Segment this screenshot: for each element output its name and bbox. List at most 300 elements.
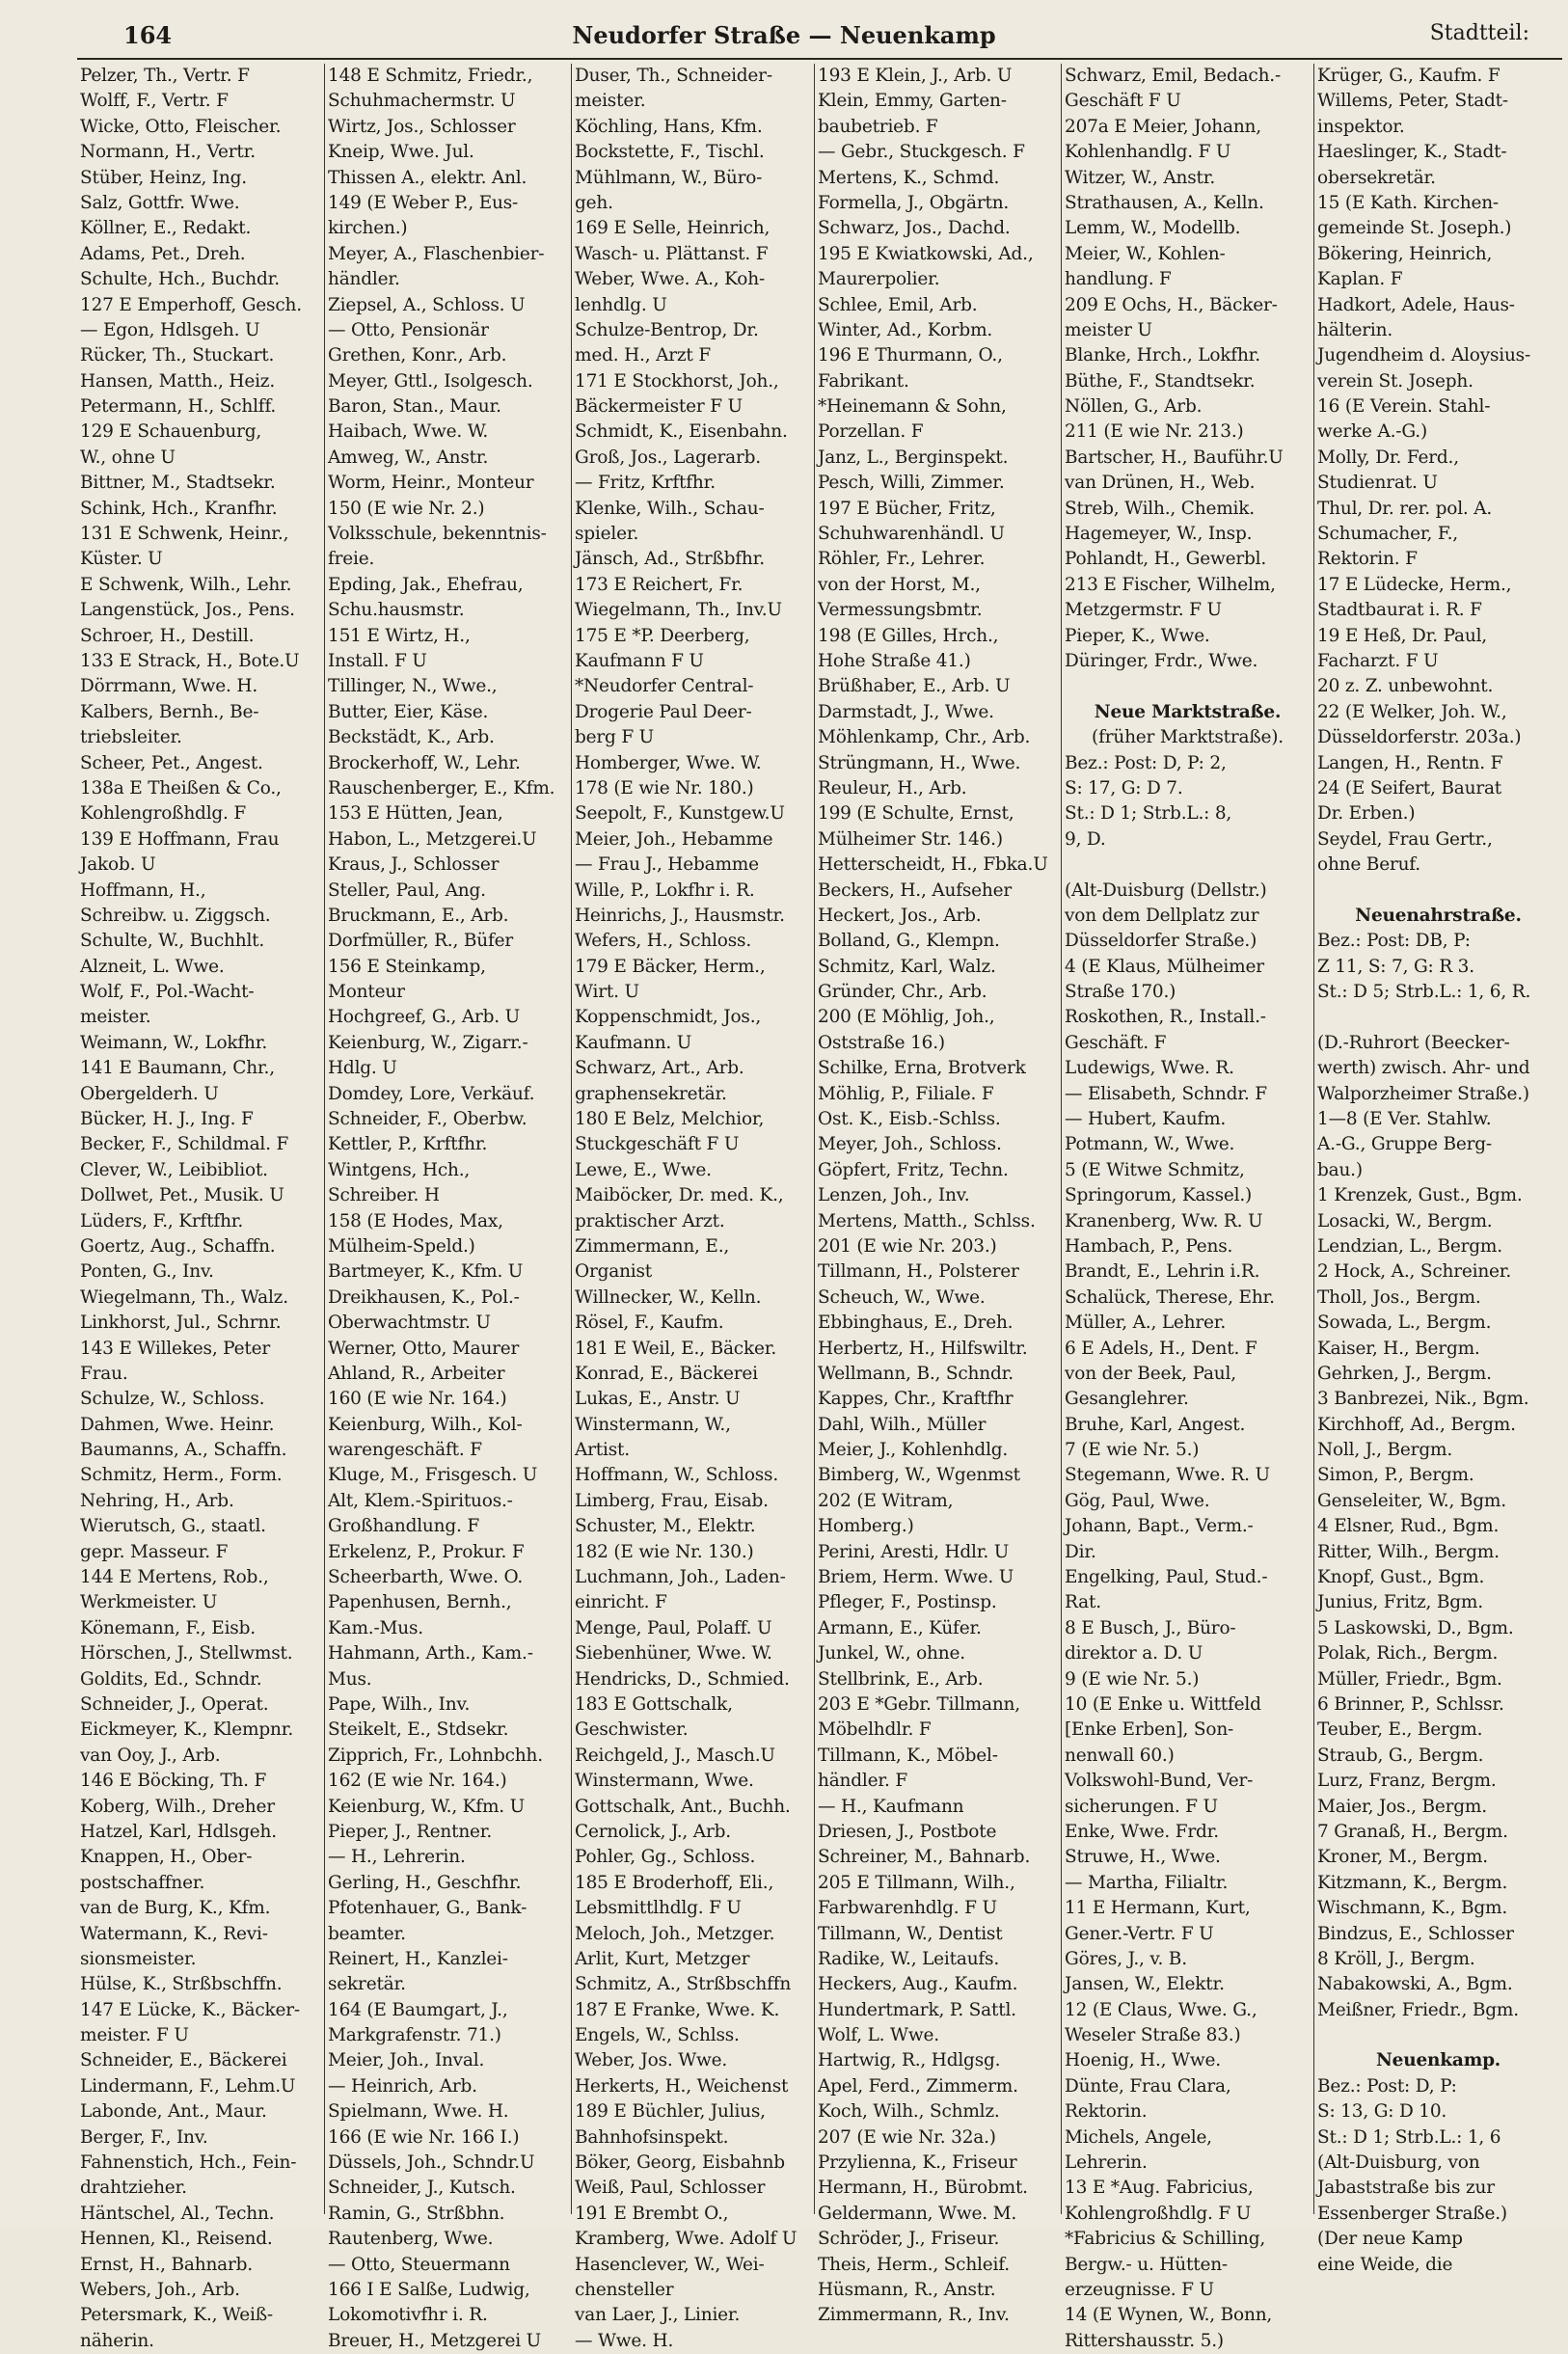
directory-entry-line: W., ohne U [80, 446, 176, 468]
directory-entry-line: Drogerie Paul Deer- [575, 701, 752, 722]
directory-entry-line: Schlee, Emil, Arb. [818, 294, 978, 315]
directory-entry-line: Düsseldorfer Straße.) [1065, 931, 1257, 952]
directory-entry-line: Rittershausstr. 5.) [1065, 2330, 1224, 2351]
directory-entry-line: S: 13, G: D 10. [1317, 2101, 1447, 2123]
directory-entry-line: Häntschel, Al., Techn. [80, 2203, 275, 2224]
directory-entry-line: Schulte, W., Buchhlt. [80, 931, 265, 952]
directory-entry-line: Kaplan. F [1317, 269, 1403, 290]
column-2 [324, 64, 571, 2351]
directory-entry-line: 175 E *P. Deerberg, [575, 625, 750, 646]
directory-entry-line: 12 (E Claus, Wwe. G., [1065, 1999, 1257, 2020]
directory-entry-line: Cernolick, J., Arb. [575, 1821, 731, 1842]
directory-entry-line: Baumanns, A., Schaffn. [80, 1440, 287, 1461]
street-heading: Neuenahrstraße. [1355, 905, 1522, 926]
directory-entry-line: Wicke, Otto, Fleischer. [80, 116, 282, 137]
directory-entry-line: triebsleiter. [80, 727, 182, 748]
directory-entry-line: Meyer, Joh., Schloss. [818, 1134, 1002, 1155]
directory-entry-line: Hoffmann, W., Schloss. [575, 1465, 779, 1486]
directory-entry-line: Wolff, F., Vertr. F [80, 91, 229, 112]
directory-entry-line: Dr. Erben.) [1317, 803, 1416, 825]
directory-entry-line: 3 Banbrezei, Nik., Bgm. [1317, 1389, 1529, 1410]
directory-entry-line: Stuckgeschäft F U [575, 1134, 740, 1155]
header-rule [77, 58, 1562, 60]
directory-entry-line: Kaufmann F U [575, 650, 704, 671]
directory-entry-line: Bücker, H. J., Ing. F [80, 1109, 254, 1130]
directory-entry-line: Kohlenhandlg. F U [1065, 142, 1231, 163]
directory-entry-line: Pieper, K., Wwe. [1065, 625, 1210, 646]
directory-entry-line: 139 E Hoffmann, Frau [80, 828, 280, 850]
directory-entry-line: — Elisabeth, Schndr. F [1065, 1083, 1267, 1104]
directory-entry-line: Wellmann, B., Schndr. [818, 1363, 1014, 1384]
directory-entry-line: Meier, J., Kohlenhdlg. [818, 1440, 1009, 1461]
directory-entry-line: Genseleiter, W., Bgm. [1317, 1490, 1506, 1511]
directory-entry-line: Zimmermann, R., Inv. [818, 2305, 1010, 2326]
directory-entry-line: Eickmeyer, K., Klempnr. [80, 1719, 293, 1741]
directory-entry-line: Molly, Dr. Ferd., [1317, 446, 1459, 468]
directory-entry-line: Wolf, F., Pol.-Wacht- [80, 982, 255, 1003]
directory-entry-line: 7 (E wie Nr. 5.) [1065, 1440, 1200, 1461]
directory-entry-line: 133 E Strack, H., Bote.U [80, 650, 300, 671]
directory-entry-line: 196 E Thurmann, O., [818, 345, 1003, 366]
directory-entry-line: Luchmann, Joh., Laden- [575, 1567, 786, 1588]
directory-entry-line: Ramin, G., Strßbhn. [328, 2203, 505, 2224]
columns-container [77, 64, 1562, 2351]
directory-entry-line: Ponten, G., Inv. [80, 1261, 214, 1283]
directory-entry-line: Schwarz, Emil, Bedach.- [1065, 66, 1282, 86]
directory-entry-line: Jabaststraße bis zur [1317, 2178, 1495, 2199]
directory-entry-line: Springorum, Kassel.) [1065, 1185, 1253, 1206]
directory-entry-line: Stegemann, Wwe. R. U [1065, 1465, 1270, 1486]
directory-entry-line: 203 E *Gebr. Tillmann, [818, 1694, 1020, 1715]
directory-entry-line: Teuber, E., Bergm. [1317, 1719, 1483, 1741]
directory-entry-line: Formella, J., Obgärtn. [818, 192, 1010, 213]
directory-entry-line: Heinrichs, J., Hausmstr. [575, 905, 785, 926]
directory-entry-line: Darmstadt, J., Wwe. [818, 701, 994, 722]
directory-entry-line: 6 E Adels, H., Dent. F [1065, 1338, 1257, 1359]
directory-entry-line: Haibach, Wwe. W. [328, 421, 489, 443]
directory-entry-line: freie. [328, 549, 375, 570]
directory-entry-line: Großhandlung. F [328, 1516, 480, 1537]
directory-entry-line: Butter, Eier, Käse. [328, 701, 489, 722]
directory-entry-line: Kirchhoff, Ad., Bergm. [1317, 1414, 1516, 1435]
directory-entry-line: Lebsmittlhdlg. F U [575, 1898, 742, 1919]
directory-entry-line: Werkmeister. U [80, 1592, 218, 1613]
directory-entry-line: Scheuch, W., Wwe. [818, 1286, 986, 1308]
directory-entry-line: gemeinde St. Joseph.) [1317, 218, 1512, 239]
directory-entry-line: Artist. [575, 1440, 630, 1461]
directory-entry-line: Simon, P., Bergm. [1317, 1465, 1474, 1486]
directory-entry-line: Epding, Jak., Ehefrau, [328, 574, 524, 595]
directory-entry-line: Brandt, E., Lehrin i.R. [1065, 1261, 1260, 1283]
directory-entry-line: Hatzel, Karl, Hdlsgeh. [80, 1821, 277, 1842]
directory-entry-line: chensteller [575, 2279, 674, 2300]
directory-entry-line: Hennen, Kl., Reisend. [80, 2229, 273, 2250]
directory-entry-line: Schroer, H., Destill. [80, 625, 255, 646]
directory-entry-line: Organist [575, 1261, 653, 1283]
directory-entry-line: Küster. U [80, 549, 163, 570]
directory-entry-line: 207 (E wie Nr. 32a.) [818, 2126, 996, 2148]
directory-entry-line: Monteur [328, 982, 405, 1003]
directory-entry-line: Düringer, Frdr., Wwe. [1065, 650, 1258, 671]
directory-entry-line: Schröder, J., Friseur. [818, 2229, 1000, 2250]
directory-entry-line: Kneip, Wwe. Jul. [328, 142, 474, 163]
directory-entry-line: Ahland, R., Arbeiter [328, 1363, 505, 1384]
directory-entry-line: ohne Beruf. [1317, 854, 1420, 876]
directory-entry-line: Domdey, Lore, Verkäuf. [328, 1083, 535, 1104]
directory-entry-line: 187 E Franke, Wwe. K. [575, 1999, 780, 2020]
directory-entry-line: Köchling, Hans, Kfm. [575, 116, 763, 137]
directory-entry-line: Engelking, Paul, Stud.- [1065, 1567, 1268, 1588]
directory-entry-line: Volksschule, bekenntnis- [328, 524, 547, 545]
directory-entry-line: Schulte, Hch., Buchdr. [80, 269, 280, 290]
directory-entry-line: *Neudorfer Central- [575, 676, 754, 697]
directory-entry-line: 149 (E Weber P., Eus- [328, 192, 519, 213]
directory-entry-line: Watermann, K., Revi- [80, 1923, 268, 1944]
directory-entry-line: [Enke Erben], Son- [1065, 1719, 1234, 1741]
directory-entry-line: 173 E Reichert, Fr. [575, 574, 743, 595]
directory-entry-line: Pohlandt, H., Gewerbl. [1065, 549, 1267, 570]
directory-entry-line: Schreiner, M., Bahnarb. [818, 1847, 1031, 1868]
directory-entry-line: Beckstädt, K., Arb. [328, 727, 495, 748]
directory-entry-line: Rektorin. F [1317, 549, 1418, 570]
directory-entry-line: Bahnhofsinspekt. [575, 2126, 729, 2148]
directory-entry-line: Schuhmachermstr. U [328, 91, 516, 112]
directory-entry-line: Lendzian, L., Bergm. [1317, 1235, 1502, 1257]
directory-entry-line: Schwarz, Jos., Dachd. [818, 218, 1011, 239]
directory-entry-line: Hasenclever, W., Wei- [575, 2254, 765, 2275]
directory-entry-line: Wiegelmann, Th., Walz. [80, 1286, 288, 1308]
directory-entry-line: E Schwenk, Wilh., Lehr. [80, 574, 292, 595]
directory-entry-line: Meyer, Gttl., Isolgesch. [328, 370, 533, 392]
directory-entry-line: Straub, G., Bergm. [1317, 1745, 1484, 1766]
directory-entry-line: sekretär. [328, 1974, 406, 1995]
directory-entry-line: Meier, Joh., Hebamme [575, 828, 773, 850]
directory-entry-line: Weber, Wwe. A., Koh- [575, 269, 766, 290]
directory-entry-line: Bergw.- u. Hütten- [1065, 2254, 1228, 2275]
directory-entry-line: Gener.-Vertr. F U [1065, 1923, 1214, 1944]
directory-entry-line: 146 E Böcking, Th. F [80, 1771, 267, 1792]
directory-entry-line: Böker, Georg, Eisbahnb [575, 2152, 785, 2174]
directory-entry-line: Pesch, Willi, Zimmer. [818, 473, 1005, 494]
directory-entry-line: Kitzmann, K., Bergm. [1317, 1872, 1508, 1893]
directory-entry-line [1317, 1005, 1559, 1030]
directory-entry-line: Perini, Aresti, Hdlr. U [818, 1541, 1010, 1562]
directory-entry-line: Schink, Hch., Kranfhr. [80, 498, 278, 519]
directory-entry-line: — Wwe. H. [575, 2330, 674, 2351]
directory-entry-line: Krüger, G., Kaufm. F [1317, 66, 1500, 86]
directory-entry-line: Theis, Herm., Schleif. [818, 2254, 1010, 2275]
directory-entry-line: Dünte, Frau Clara, [1065, 2075, 1231, 2097]
directory-entry-line: Klein, Emmy, Garten- [818, 91, 1007, 112]
directory-entry-line: Ludewigs, Wwe. R. [1065, 1058, 1234, 1079]
directory-entry-line: Lüders, F., Krftfhr. [80, 1210, 244, 1231]
directory-entry-line: 195 E Kwiatkowski, Ad., [818, 243, 1034, 264]
directory-entry-line: Junkel, W., ohne. [818, 1643, 965, 1664]
directory-entry-line: 179 E Bäcker, Herm., [575, 956, 766, 977]
directory-entry-line: Ost. K., Eisb.-Schlss. [818, 1109, 1001, 1130]
directory-entry-line: meister. [80, 1007, 151, 1028]
column-3 [571, 64, 814, 2351]
directory-entry-line: 181 E Weil, E., Bäcker. [575, 1338, 777, 1359]
directory-entry-line: Mus. [328, 1668, 372, 1690]
directory-entry-line: 129 E Schauenburg, [80, 421, 262, 443]
directory-entry-line: — Martha, Filialtr. [1065, 1872, 1229, 1893]
directory-entry-line: Beckers, H., Aufseher [818, 879, 1013, 901]
directory-entry-line: Lukas, E., Anstr. U [575, 1389, 741, 1410]
directory-entry-line: Maier, Jos., Bergm. [1317, 1796, 1487, 1817]
directory-entry-line: 9 (E wie Nr. 5.) [1065, 1668, 1200, 1690]
directory-entry-line: Koppenschmidt, Jos., [575, 1007, 762, 1028]
directory-entry-line: Heckers, Aug., Kaufm. [818, 1974, 1018, 1995]
directory-entry-line: 147 E Lücke, K., Bäcker- [80, 1999, 300, 2020]
directory-entry-line: 166 I E Salße, Ludwig, [328, 2279, 530, 2300]
directory-entry-line: Nöllen, G., Arb. [1065, 396, 1203, 418]
directory-entry-line: 201 (E wie Nr. 203.) [818, 1235, 997, 1257]
directory-entry-line: Weseler Straße 83.) [1065, 2025, 1241, 2046]
directory-entry-line: Polak, Rich., Bergm. [1317, 1643, 1499, 1664]
directory-entry-line: eine Weide, die [1317, 2254, 1453, 2275]
directory-entry-line: Scheer, Pet., Angest. [80, 752, 263, 773]
directory-entry-line: Przylienna, K., Friseur [818, 2152, 1017, 2174]
directory-entry-line: Weiß, Paul, Schlosser [575, 2178, 766, 2199]
directory-entry-line: geh. [575, 192, 613, 213]
directory-entry-line: Reichgeld, J., Masch.U [575, 1745, 775, 1766]
directory-entry-line: — Frau J., Hebamme [575, 854, 759, 876]
directory-entry-line: Keienburg, W., Zigarr.- [328, 1032, 528, 1053]
directory-entry-line: Witzer, W., Anstr. [1065, 167, 1216, 188]
directory-entry-line: Oberwachtmstr. U [328, 1312, 491, 1334]
directory-entry-line: postschaffner. [80, 1872, 205, 1893]
directory-entry-line: Möhlenkamp, Chr., Arb. [818, 727, 1031, 748]
directory-entry-line: Maiböcker, Dr. med. K., [575, 1185, 784, 1206]
directory-entry-line: 6 Brinner, P., Schlssr. [1317, 1694, 1504, 1715]
directory-entry-line: berg F U [575, 727, 655, 748]
directory-entry-line: 209 E Ochs, H., Bäcker- [1065, 294, 1278, 315]
directory-entry-line: Möbelhdlr. F [818, 1719, 932, 1741]
directory-entry-line: Becker, F., Schildmal. F [80, 1134, 289, 1155]
directory-entry-line: Bimberg, W., Wgenmst [818, 1465, 1020, 1486]
street-heading: Neue Marktstraße. [1094, 701, 1282, 722]
directory-entry-line: Hoenig, H., Wwe. [1065, 2050, 1221, 2071]
directory-entry-line: 193 E Klein, J., Arb. U [818, 66, 1013, 86]
directory-entry-line: Mülheim-Speld.) [328, 1235, 475, 1257]
directory-entry-line: 148 E Schmitz, Friedr., [328, 66, 533, 86]
directory-entry-line: Hendricks, D., Schmied. [575, 1668, 790, 1690]
directory-entry-line: 182 (E wie Nr. 130.) [575, 1541, 754, 1562]
directory-entry-line: Losacki, W., Bergm. [1317, 1210, 1493, 1231]
directory-entry-line: Struwe, H., Wwe. [1065, 1847, 1221, 1868]
directory-entry-line: Rat. [1065, 1592, 1101, 1613]
directory-entry-line: handlung. F [1065, 269, 1172, 290]
directory-entry-line: Apel, Ferd., Zimmerm. [818, 2075, 1018, 2097]
directory-entry-line: Pape, Wilh., Inv. [328, 1694, 471, 1715]
directory-entry-line: (Der neue Kamp [1317, 2229, 1463, 2250]
directory-entry-line: obersekretär. [1317, 167, 1436, 188]
directory-entry-line: Arlit, Kurt, Metzger [575, 1948, 750, 1969]
directory-entry-line: Herbertz, H., Hilfswiltr. [818, 1338, 1028, 1359]
directory-entry-line: 19 E Heß, Dr. Paul, [1317, 625, 1487, 646]
directory-entry-line: Gehrken, J., Bergm. [1317, 1363, 1492, 1384]
directory-entry-line: Langen, H., Rentn. F [1317, 752, 1503, 773]
directory-entry-line: bau.) [1317, 1159, 1363, 1180]
directory-entry-line: Bockstette, F., Tischl. [575, 142, 765, 163]
directory-entry-line: Metzgermstr. F U [1065, 600, 1222, 621]
directory-entry-line: Hörschen, J., Stellwmst. [80, 1643, 293, 1664]
directory-entry-line: 5 Laskowski, D., Bgm. [1317, 1617, 1514, 1638]
directory-entry-line: Frau. [80, 1363, 128, 1384]
directory-entry-line: 4 Elsner, Rud., Bgm. [1317, 1516, 1500, 1537]
directory-entry-line: Weimann, W., Lokfhr. [80, 1032, 268, 1053]
directory-entry-line: Spielmann, Wwe. H. [328, 2101, 509, 2123]
directory-entry-line: 199 (E Schulte, Ernst, [818, 803, 1014, 825]
directory-entry-line: Goldits, Ed., Schndr. [80, 1668, 262, 1690]
directory-entry-line: Briem, Herm. Wwe. U [818, 1567, 1014, 1588]
directory-entry-line: Düsseldorferstr. 203a.) [1317, 727, 1522, 748]
directory-entry-line: Hoffmann, H., [80, 879, 206, 901]
directory-entry-line: Lokomotivfhr i. R. [328, 2305, 488, 2326]
directory-entry-line: Alzneit, L. Wwe. [80, 956, 225, 977]
directory-entry-line: erzeugnisse. F U [1065, 2279, 1214, 2300]
directory-entry-line: graphensekretär. [575, 1083, 727, 1104]
directory-entry-line: 7 Granaß, H., Bergm. [1317, 1821, 1508, 1842]
directory-entry-line: 185 E Broderhoff, Eli., [575, 1872, 774, 1893]
directory-entry-line: Gründer, Chr., Arb. [818, 982, 987, 1003]
directory-entry-line: Schwarz, Art., Arb. [575, 1058, 744, 1079]
directory-entry-line: 15 (E Kath. Kirchen- [1317, 192, 1499, 213]
directory-entry-line: Porzellan. F [818, 421, 924, 443]
directory-entry-line: Keienburg, W., Kfm. U [328, 1796, 526, 1817]
directory-entry-line: Schuster, M., Elektr. [575, 1516, 756, 1537]
directory-entry-line: Hagemeyer, W., Insp. [1065, 524, 1253, 545]
directory-entry-line: Wischmann, K., Bgm. [1317, 1898, 1508, 1919]
directory-entry-line [1317, 2023, 1559, 2048]
directory-entry-line: van Drünen, H., Web. [1065, 473, 1256, 494]
directory-entry-line: Petermann, H., Schlff. [80, 396, 277, 418]
directory-entry-line: Hetterscheidt, H., Fbka.U [818, 854, 1048, 876]
directory-entry-line: Junius, Fritz, Bgm. [1317, 1592, 1483, 1613]
directory-entry-line: Pohler, Gg., Schloss. [575, 1847, 756, 1868]
directory-entry-line: — Otto, Steuermann [328, 2254, 510, 2275]
directory-entry-line: Zipprich, Fr., Lohnbchh. [328, 1745, 543, 1766]
directory-entry-line: Johann, Bapt., Verm.- [1065, 1516, 1254, 1537]
directory-entry-line: Herkerts, H., Weichenst [575, 2075, 789, 2097]
directory-entry-line: Geschäft F U [1065, 91, 1181, 112]
directory-entry-line: Dahl, Wilh., Müller [818, 1414, 987, 1435]
directory-entry-line: Radike, W., Leitaufs. [818, 1948, 1000, 1969]
column-6 [1313, 64, 1562, 2275]
directory-entry-line: Thul, Dr. rer. pol. A. [1317, 498, 1493, 519]
directory-entry-line: Mertens, K., Schmd. [818, 167, 1000, 188]
directory-entry-line: St.: D 1; Strb.L.: 1, 6 [1317, 2126, 1501, 2148]
directory-entry-line: Meloch, Joh., Metzger. [575, 1923, 775, 1944]
directory-entry-line [1065, 674, 1311, 699]
directory-entry-line: Kettler, P., Krftfhr. [328, 1134, 488, 1155]
directory-entry-line: Stadtbaurat i. R. F [1317, 600, 1482, 621]
directory-entry-line: Pieper, J., Rentner. [328, 1821, 493, 1842]
directory-entry-line: *Heinemann & Sohn, [818, 396, 1007, 418]
directory-entry-line: Gesanglehrer. [1065, 1389, 1189, 1410]
directory-entry-line: (Alt-Duisburg (Dellstr.) [1065, 879, 1267, 901]
directory-entry-line: Homberg.) [818, 1516, 914, 1537]
directory-entry-line: Steller, Paul, Ang. [328, 879, 486, 901]
directory-entry-line: Facharzt. F U [1317, 650, 1439, 671]
directory-entry-line: Tillinger, N., Wwe., [328, 676, 498, 697]
directory-entry-line: Homberger, Wwe. W. [575, 752, 762, 773]
directory-entry-line: Bartscher, H., Bauführ.U [1065, 446, 1284, 468]
directory-entry-line: Rösel, F., Kaufm. [575, 1312, 724, 1334]
directory-entry-line: Schneider, F., Oberbw. [328, 1109, 527, 1130]
directory-entry-line: gepr. Masseur. F [80, 1541, 229, 1562]
directory-entry-line: Dahmen, Wwe. Heinr. [80, 1414, 275, 1435]
directory-entry-line: Meyer, A., Flaschenbier- [328, 243, 545, 264]
directory-entry-line: Petersmark, K., Weiß- [80, 2305, 273, 2326]
directory-entry-line: Nehring, H., Arb. [80, 1490, 234, 1511]
directory-entry-line: Hohe Straße 41.) [818, 650, 971, 671]
directory-entry-line: (D.-Ruhrort (Beecker- [1317, 1032, 1510, 1053]
directory-entry-line: Normann, H., Vertr. [80, 142, 256, 163]
directory-entry-line: Göres, J., v. B. [1065, 1948, 1187, 1969]
directory-entry-line: Vermessungsbmtr. [818, 600, 983, 621]
directory-entry-line: Seydel, Frau Gertr., [1317, 828, 1493, 850]
directory-entry-line: Köllner, E., Redakt. [80, 218, 252, 239]
directory-entry-line: Winter, Ad., Korbm. [818, 319, 993, 340]
street-heading: Neuenkamp. [1375, 2050, 1501, 2071]
directory-entry-line: van Laer, J., Linier. [575, 2305, 741, 2326]
directory-entry-line: Büthe, F., Standtsekr. [1065, 370, 1256, 392]
directory-entry-line: Gerling, H., Geschfhr. [328, 1872, 522, 1893]
directory-entry-line: Dollwet, Pet., Musik. U [80, 1185, 284, 1206]
directory-entry-line: 183 E Gottschalk, [575, 1694, 733, 1715]
directory-entry-line: Streb, Wilh., Chemik. [1065, 498, 1255, 519]
directory-entry-line: Roskothen, R., Install.- [1065, 1007, 1266, 1028]
directory-entry-line: Walporzheimer Straße.) [1317, 1083, 1529, 1104]
directory-entry-line: Amweg, W., Anstr. [328, 446, 489, 468]
directory-entry-line: 171 E Stockhorst, Joh., [575, 370, 779, 392]
directory-entry-line: Strüngmann, H., Wwe. [818, 752, 1021, 773]
directory-entry-line: Knopf, Gust., Bgm. [1317, 1567, 1485, 1588]
directory-entry-line: Geldermann, Wwe. M. [818, 2203, 1017, 2224]
directory-entry-line: 8 Kröll, J., Bergm. [1317, 1948, 1475, 1969]
directory-entry-line: 131 E Schwenk, Heinr., [80, 524, 289, 545]
directory-entry-line: Pelzer, Th., Vertr. F [80, 66, 250, 86]
column-4 [814, 64, 1061, 2326]
directory-entry-line: Kroner, M., Bergm. [1317, 1847, 1488, 1868]
directory-entry-line: Driesen, J., Postbote [818, 1821, 997, 1842]
directory-entry-line: 166 (E wie Nr. 166 I.) [328, 2126, 520, 2148]
directory-entry-line: Papenhusen, Bernh., [328, 1592, 512, 1613]
directory-entry-line: Willems, Peter, Stadt- [1317, 91, 1508, 112]
directory-entry-line: Schalück, Therese, Ehr. [1065, 1286, 1275, 1308]
directory-entry-line: Schulze, W., Schloss. [80, 1389, 265, 1410]
directory-entry-line: Schmitz, Karl, Walz. [818, 956, 996, 977]
directory-entry-line: 191 E Brembt O., [575, 2203, 729, 2224]
directory-entry-line: 127 E Emperhoff, Gesch. [80, 294, 302, 315]
directory-entry-line: meister. F U [80, 2025, 189, 2046]
directory-entry-line: Siebenhüner, Wwe. W. [575, 1643, 772, 1664]
directory-entry-line: Wasch- u. Plättanst. F [575, 243, 769, 264]
directory-entry-line: 1—8 (E Ver. Stahlw. [1317, 1109, 1492, 1130]
directory-entry-line: Fahnenstich, Hch., Fein- [80, 2152, 297, 2174]
directory-entry-line: Salz, Gottfr. Wwe. [80, 192, 240, 213]
directory-entry-line: Hadkort, Adele, Haus- [1317, 294, 1515, 315]
directory-entry-line: Rautenberg, Wwe. [328, 2229, 494, 2250]
directory-entry-line: Janz, L., Berginspekt. [818, 446, 1009, 468]
directory-entry-line: Schuhwarenhändl. U [818, 524, 1005, 545]
directory-entry-line: Lenzen, Joh., Inv. [818, 1185, 970, 1206]
directory-entry-line: direktor a. D. U [1065, 1643, 1203, 1664]
directory-entry-line: Alt, Klem.-Spirituos.- [328, 1490, 513, 1511]
directory-entry-line: 202 (E Witram, [818, 1490, 954, 1511]
